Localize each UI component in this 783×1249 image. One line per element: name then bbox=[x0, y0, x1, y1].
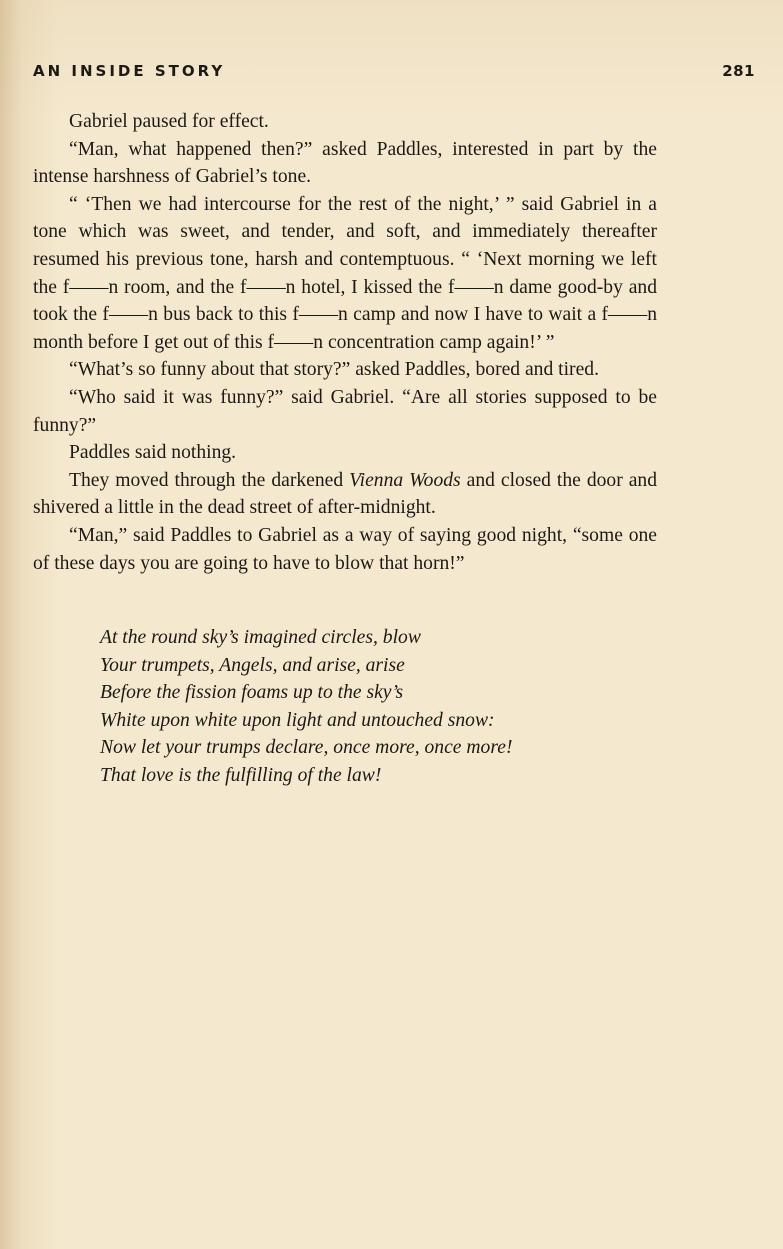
italic-place-name: Vienna Woods bbox=[349, 469, 461, 491]
page-number: 281 bbox=[722, 62, 755, 80]
poem-line: Before the fission foams up to the sky’s bbox=[100, 682, 404, 704]
paragraph: “What’s so funny about that story?” asked Paddles, bored and tired. bbox=[69, 359, 599, 381]
paragraph-text: and closed the door and shivered a little in the dead street of after-midnight. bbox=[33, 469, 658, 519]
running-head bbox=[33, 62, 755, 80]
paragraph: Gabriel paused for effect. bbox=[69, 111, 269, 132]
poem-line: That love is the fulfilling of the law! bbox=[100, 764, 382, 786]
body-text bbox=[33, 108, 657, 577]
poem-stanza bbox=[100, 624, 512, 790]
paragraph: “Man,” said Paddles to Gabriel as a way of saying good night, “some one of these days you are going to have to blow that horn!” bbox=[33, 524, 657, 574]
paragraph: “Man, what happened then?” asked Paddles, interested in part by the intense harshness of Gabriel’s tone. bbox=[33, 138, 657, 188]
paragraph bbox=[33, 467, 657, 522]
running-title: AN INSIDE STORY bbox=[33, 62, 226, 80]
poem-line: Your trumpets, Angels, and arise, arise bbox=[100, 654, 405, 676]
paragraph: “Who said it was funny?” said Gabriel. “Are all stories supposed to be funny?” bbox=[33, 386, 657, 436]
poem-line: At the round sky’s imagined circles, blow bbox=[100, 627, 421, 648]
poem-line: White upon white upon light and untouched snow: bbox=[100, 709, 495, 731]
paragraph-text: They moved through the darkened bbox=[69, 469, 350, 491]
paragraph: Paddles said nothing. bbox=[69, 442, 237, 464]
poem-line: Now let your trumps declare, once more, once more! bbox=[100, 737, 513, 759]
paragraph: “ ‘Then we had intercourse for the rest of the night,’ ” said Gabriel in a tone which was sweet, and tender, and soft, and immediately thereafter resumed his previous tone, harsh and contemptuous. “ ‘Next morning we left the f——n room, and the f——n hotel, I kissed the f——n dame good-by and took the f——n bus back to this f——n camp and now I have to wait a f——n month before I get out of this f——n concentration camp again!’ ” bbox=[33, 193, 657, 353]
